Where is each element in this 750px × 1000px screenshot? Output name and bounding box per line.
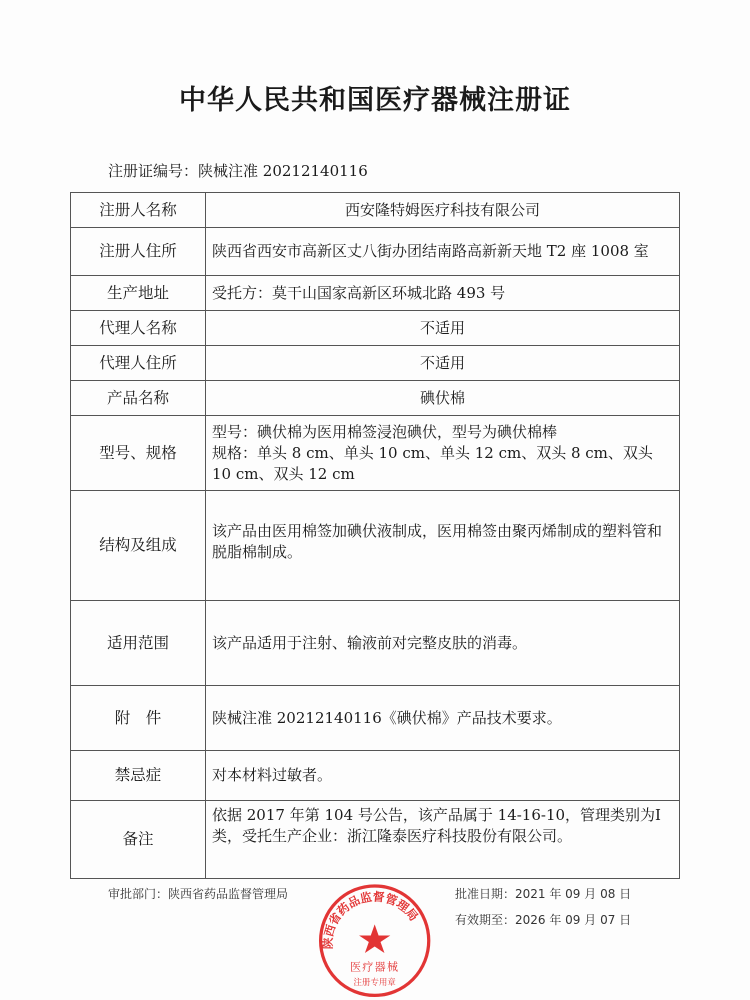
- table-row: [71, 491, 680, 601]
- row-value: 该产品由医用棉签加碘伏液制成，医用棉签由聚丙烯制成的塑料管和脱脂棉制成。: [206, 491, 680, 601]
- row-label: 注册人名称: [71, 193, 206, 228]
- row-value: 西安隆特姆医疗科技有限公司: [206, 193, 680, 228]
- row-label: 备注: [71, 801, 206, 879]
- certificate-table: [70, 192, 680, 879]
- table-row: [71, 381, 680, 416]
- table-row: [71, 686, 680, 751]
- approval-date: 批准日期：2021 年 09 月 08 日: [455, 887, 632, 901]
- row-value: 不适用: [206, 311, 680, 346]
- star-icon: [359, 924, 390, 953]
- row-value: 对本材料过敏者。: [206, 751, 680, 801]
- row-label: 结构及组成: [71, 491, 206, 601]
- table-row: [71, 276, 680, 311]
- registration-number: [108, 160, 368, 181]
- document-title: 中华人民共和国医疗器械注册证: [179, 85, 571, 116]
- spec-text: 规格：单头 8 cm、单头 10 cm、单头 12 cm、双头 8 cm、双头 10 cm、双头 12 cm: [212, 443, 653, 483]
- row-label: 产品名称: [71, 381, 206, 416]
- row-label: 生产地址: [71, 276, 206, 311]
- row-label: 注册人住所: [71, 228, 206, 276]
- table-row: [71, 416, 680, 491]
- row-value: 陕西省西安市高新区丈八街办团结南路高新新天地 T2 座 1008 室: [206, 228, 680, 276]
- row-value: 不适用: [206, 346, 680, 381]
- table-row: [71, 601, 680, 686]
- row-label: 附 件: [71, 686, 206, 751]
- row-value: [206, 416, 680, 491]
- row-value: 陕械注准 20212140116《碘伏棉》产品技术要求。: [206, 686, 680, 751]
- row-value: 碘伏棉: [206, 381, 680, 416]
- row-label: 代理人住所: [71, 346, 206, 381]
- table-row: [71, 228, 680, 276]
- seal-line1: 医疗器械: [349, 960, 400, 974]
- table-row: [71, 193, 680, 228]
- table-row: [71, 346, 680, 381]
- registration-number-value: 陕械注准 20212140116: [198, 162, 368, 180]
- valid-until: 有效期至：2026 年 09 月 07 日: [455, 913, 632, 927]
- row-value: 受托方：莫干山国家高新区环城北路 493 号: [206, 276, 680, 311]
- row-value: 该产品适用于注射、输液前对完整皮肤的消毒。: [206, 601, 680, 686]
- table-row: [71, 311, 680, 346]
- table-row: [71, 751, 680, 801]
- row-value: 依据 2017 年第 104 号公告，该产品属于 14-16-10，管理类别为Ⅰ类，受托生产企业：浙江隆泰医疗科技股份有限公司。: [206, 801, 680, 879]
- approval-authority: 审批部门：陕西省药品监督管理局: [108, 887, 289, 901]
- row-label: 适用范围: [71, 601, 206, 686]
- registration-number-label: 注册证编号：: [108, 162, 199, 180]
- model-text: 型号：碘伏棉为医用棉签浸泡碘伏，型号为碘伏棉棒: [212, 422, 558, 441]
- seal-outer-text: 陕西省药品监督管理局: [320, 889, 421, 950]
- official-seal: [318, 884, 432, 998]
- table-row: [71, 801, 680, 879]
- row-label: 代理人名称: [71, 311, 206, 346]
- row-label: 型号、规格: [71, 416, 206, 491]
- seal-line2: 注册专用章: [353, 976, 396, 987]
- row-label: 禁忌症: [71, 751, 206, 801]
